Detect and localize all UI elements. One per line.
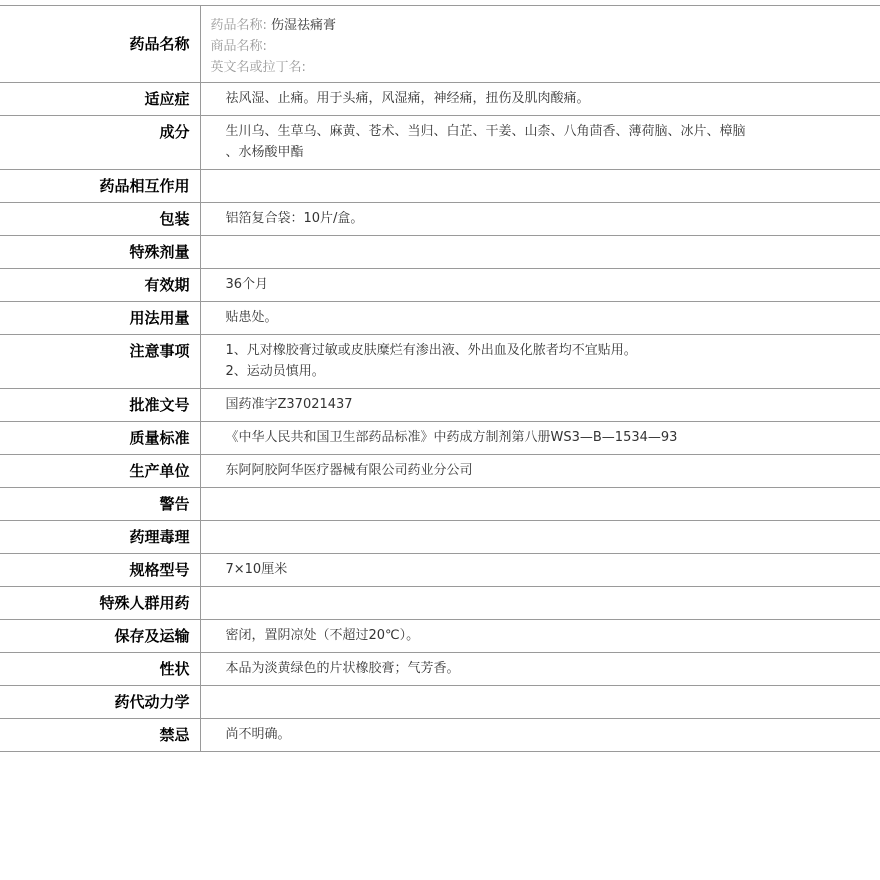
row-value-line: 生川乌、生草乌、麻黄、苍术、当归、白芷、干姜、山柰、八角茴香、薄荷脑、冰片、樟脑 <box>225 124 746 139</box>
row-value <box>200 653 880 686</box>
row-value <box>200 203 880 236</box>
row-label: 有效期 <box>0 269 200 302</box>
table-row <box>0 422 880 455</box>
row-value-line: 1、凡对橡胶膏过敏或皮肤糜烂有渗出液、外出血及化脓者均不宜贴用。 <box>225 343 637 358</box>
row-value-line: 密闭，置阴凉处（不超过20℃）。 <box>225 628 420 643</box>
table-row <box>0 488 880 521</box>
row-value-line <box>226 493 880 514</box>
row-value <box>200 236 880 269</box>
row-label: 特殊人群用药 <box>0 587 200 620</box>
row-value <box>200 686 880 719</box>
row-value <box>200 389 880 422</box>
row-label: 药品名称 <box>0 6 200 83</box>
row-value <box>200 269 880 302</box>
generic-name-value: 伤湿祛痛膏 <box>271 18 337 33</box>
table-row-drug-name <box>0 6 880 83</box>
row-label: 适应症 <box>0 83 200 116</box>
table-row <box>0 83 880 116</box>
table-row <box>0 302 880 335</box>
row-value-line: 祛风湿、止痛。用于头痛，风湿痛，神经痛，扭伤及肌肉酸痛。 <box>225 91 590 106</box>
row-value <box>200 422 880 455</box>
row-value <box>200 302 880 335</box>
row-label: 质量标准 <box>0 422 200 455</box>
row-label: 特殊剂量 <box>0 236 200 269</box>
row-label: 药理毒理 <box>0 521 200 554</box>
table-row <box>0 653 880 686</box>
row-label: 用法用量 <box>0 302 200 335</box>
row-value <box>200 455 880 488</box>
row-value <box>200 83 880 116</box>
row-value <box>200 521 880 554</box>
row-value-line <box>226 241 880 262</box>
row-value-line: 东阿阿胶阿华医疗器械有限公司药业分公司 <box>225 463 473 478</box>
row-value <box>200 170 880 203</box>
table-row <box>0 554 880 587</box>
english-name-line: 英文名或拉丁名: <box>210 60 306 75</box>
row-value <box>200 554 880 587</box>
row-value-line: 本品为淡黄绿色的片状橡胶膏；气芳香。 <box>225 661 460 676</box>
row-value-line <box>226 526 880 547</box>
row-value <box>200 116 880 170</box>
row-value-line: 铝箔复合袋：10片/盒。 <box>225 211 364 226</box>
row-value-line: 尚不明确。 <box>225 727 291 742</box>
row-value-line <box>226 592 880 613</box>
row-value <box>200 335 880 389</box>
row-value <box>200 719 880 752</box>
table-row <box>0 335 880 389</box>
row-label: 注意事项 <box>0 335 200 389</box>
table-row <box>0 116 880 170</box>
generic-name-line <box>211 15 880 36</box>
table-row <box>0 686 880 719</box>
drug-name-cell <box>200 6 880 83</box>
table-row <box>0 521 880 554</box>
row-value <box>200 587 880 620</box>
row-label: 药品相互作用 <box>0 170 200 203</box>
row-label: 药代动力学 <box>0 686 200 719</box>
row-value-line: 国药准字Z37021437 <box>225 397 353 412</box>
row-label: 成分 <box>0 116 200 170</box>
table-row <box>0 620 880 653</box>
row-value <box>200 488 880 521</box>
row-label: 禁忌 <box>0 719 200 752</box>
row-label: 包装 <box>0 203 200 236</box>
row-value-line: 7×10厘米 <box>225 562 288 577</box>
table-row <box>0 269 880 302</box>
row-label: 性状 <box>0 653 200 686</box>
table-row <box>0 719 880 752</box>
row-value-line: 36个月 <box>225 277 269 292</box>
table-row <box>0 455 880 488</box>
row-label: 规格型号 <box>0 554 200 587</box>
trade-name-line: 商品名称: <box>210 39 267 54</box>
row-label: 生产单位 <box>0 455 200 488</box>
table-row <box>0 389 880 422</box>
drug-info-sheet <box>0 5 880 752</box>
table-row <box>0 587 880 620</box>
row-value-line: 、水杨酸甲酯 <box>225 145 304 160</box>
row-value-line <box>226 175 880 196</box>
row-label: 保存及运输 <box>0 620 200 653</box>
row-value-line <box>226 691 880 712</box>
table-row <box>0 236 880 269</box>
row-label: 批准文号 <box>0 389 200 422</box>
row-value-line: 《中华人民共和国卫生部药品标准》中药成方制剂第八册WS3—B—1534—93 <box>225 430 678 445</box>
table-row <box>0 170 880 203</box>
drug-info-table <box>0 5 880 752</box>
row-value-line: 2、运动员慎用。 <box>225 364 325 379</box>
row-value <box>200 620 880 653</box>
row-label: 警告 <box>0 488 200 521</box>
generic-name-prefix: 药品名称: <box>210 18 267 33</box>
table-row <box>0 203 880 236</box>
row-value-line: 贴患处。 <box>225 310 278 325</box>
